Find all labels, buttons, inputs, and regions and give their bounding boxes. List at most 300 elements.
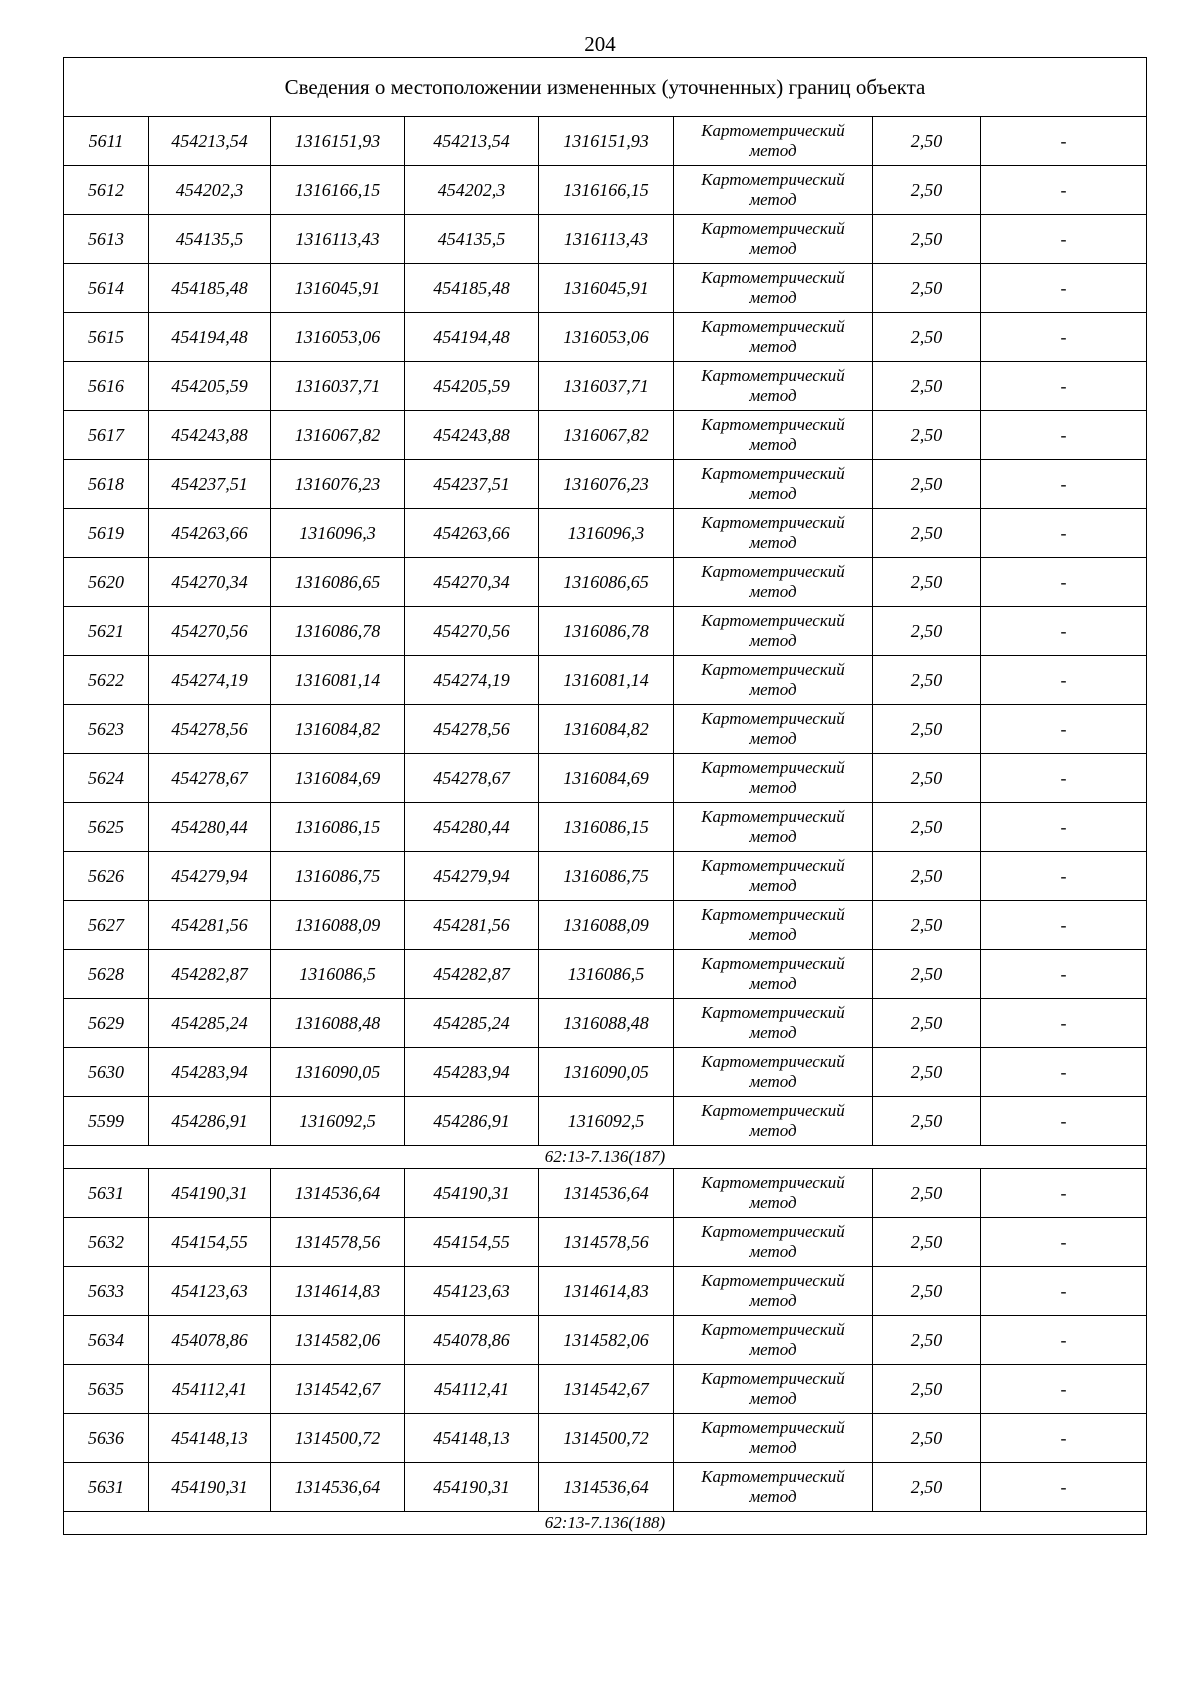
method-line-1: Картометрический xyxy=(701,366,845,385)
y-existing-cell: 1316081,14 xyxy=(271,656,405,705)
y-existing-cell: 1316086,78 xyxy=(271,607,405,656)
x-refined-cell: 454278,67 xyxy=(405,754,539,803)
method-line-2: метод xyxy=(749,729,797,748)
x-refined-cell: 454270,34 xyxy=(405,558,539,607)
table-row xyxy=(64,754,1147,803)
x-existing-cell: 454285,24 xyxy=(149,999,271,1048)
note-cell: - xyxy=(981,656,1147,705)
point-number-cell: 5631 xyxy=(64,1169,149,1218)
y-refined-cell: 1316086,65 xyxy=(539,558,674,607)
point-number-cell: 5614 xyxy=(64,264,149,313)
method-line-2: метод xyxy=(749,1340,797,1359)
y-refined-cell: 1314614,83 xyxy=(539,1267,674,1316)
x-refined-cell: 454194,48 xyxy=(405,313,539,362)
point-number-cell: 5623 xyxy=(64,705,149,754)
method-line-2: метод xyxy=(749,1389,797,1408)
table-row xyxy=(64,852,1147,901)
method-cell xyxy=(674,1218,873,1267)
point-number-cell: 5613 xyxy=(64,215,149,264)
point-number-cell: 5619 xyxy=(64,509,149,558)
method-cell xyxy=(674,1169,873,1218)
table-row xyxy=(64,313,1147,362)
accuracy-cell: 2,50 xyxy=(873,1365,981,1414)
x-refined-cell: 454190,31 xyxy=(405,1463,539,1512)
y-existing-cell: 1316037,71 xyxy=(271,362,405,411)
page-number: 204 xyxy=(584,32,616,56)
point-number-cell: 5616 xyxy=(64,362,149,411)
method-line-2: метод xyxy=(749,1487,797,1506)
y-existing-cell: 1316086,65 xyxy=(271,558,405,607)
method-cell xyxy=(674,460,873,509)
y-refined-cell: 1316166,15 xyxy=(539,166,674,215)
x-existing-cell: 454213,54 xyxy=(149,117,271,166)
table-row xyxy=(64,166,1147,215)
x-refined-cell: 454281,56 xyxy=(405,901,539,950)
y-existing-cell: 1316084,69 xyxy=(271,754,405,803)
point-number-cell: 5635 xyxy=(64,1365,149,1414)
note-cell: - xyxy=(981,460,1147,509)
x-existing-cell: 454286,91 xyxy=(149,1097,271,1146)
method-line-2: метод xyxy=(749,1291,797,1310)
accuracy-cell: 2,50 xyxy=(873,1267,981,1316)
y-existing-cell: 1316053,06 xyxy=(271,313,405,362)
note-cell: - xyxy=(981,1316,1147,1365)
table-row xyxy=(64,999,1147,1048)
method-line-1: Картометрический xyxy=(701,611,845,630)
method-cell xyxy=(674,313,873,362)
table-row xyxy=(64,362,1147,411)
table-row xyxy=(64,705,1147,754)
boundary-table xyxy=(63,57,1147,1535)
point-number-cell: 5624 xyxy=(64,754,149,803)
point-number-cell: 5625 xyxy=(64,803,149,852)
x-existing-cell: 454078,86 xyxy=(149,1316,271,1365)
x-refined-cell: 454123,63 xyxy=(405,1267,539,1316)
method-line-1: Картометрический xyxy=(701,513,845,532)
x-existing-cell: 454270,34 xyxy=(149,558,271,607)
table-row xyxy=(64,215,1147,264)
accuracy-cell: 2,50 xyxy=(873,1097,981,1146)
point-number-cell: 5634 xyxy=(64,1316,149,1365)
method-line-2: метод xyxy=(749,582,797,601)
method-line-2: метод xyxy=(749,337,797,356)
x-refined-cell: 454263,66 xyxy=(405,509,539,558)
x-refined-cell: 454270,56 xyxy=(405,607,539,656)
method-line-1: Картометрический xyxy=(701,170,845,189)
x-existing-cell: 454279,94 xyxy=(149,852,271,901)
accuracy-cell: 2,50 xyxy=(873,1218,981,1267)
x-existing-cell: 454270,56 xyxy=(149,607,271,656)
point-number-cell: 5632 xyxy=(64,1218,149,1267)
method-line-2: метод xyxy=(749,288,797,307)
y-existing-cell: 1316092,5 xyxy=(271,1097,405,1146)
x-refined-cell: 454078,86 xyxy=(405,1316,539,1365)
method-cell xyxy=(674,705,873,754)
y-refined-cell: 1316037,71 xyxy=(539,362,674,411)
method-line-2: метод xyxy=(749,386,797,405)
method-line-2: метод xyxy=(749,1242,797,1261)
point-number-cell: 5633 xyxy=(64,1267,149,1316)
method-line-2: метод xyxy=(749,1438,797,1457)
y-refined-cell: 1316086,15 xyxy=(539,803,674,852)
note-cell: - xyxy=(981,1463,1147,1512)
method-cell xyxy=(674,362,873,411)
method-line-1: Картометрический xyxy=(701,121,845,140)
accuracy-cell: 2,50 xyxy=(873,1048,981,1097)
accuracy-cell: 2,50 xyxy=(873,1463,981,1512)
accuracy-cell: 2,50 xyxy=(873,656,981,705)
method-line-2: метод xyxy=(749,1121,797,1140)
table-row xyxy=(64,607,1147,656)
method-line-2: метод xyxy=(749,239,797,258)
method-line-2: метод xyxy=(749,631,797,650)
y-existing-cell: 1314614,83 xyxy=(271,1267,405,1316)
table-row xyxy=(64,411,1147,460)
accuracy-cell: 2,50 xyxy=(873,313,981,362)
x-refined-cell: 454190,31 xyxy=(405,1169,539,1218)
x-existing-cell: 454281,56 xyxy=(149,901,271,950)
accuracy-cell: 2,50 xyxy=(873,1169,981,1218)
y-existing-cell: 1316086,75 xyxy=(271,852,405,901)
method-cell xyxy=(674,852,873,901)
point-number-cell: 5612 xyxy=(64,166,149,215)
point-number-cell: 5615 xyxy=(64,313,149,362)
section-label: 62:13-7.136(188) xyxy=(64,1512,1147,1535)
method-line-1: Картометрический xyxy=(701,1467,845,1486)
method-cell xyxy=(674,1048,873,1097)
point-number-cell: 5626 xyxy=(64,852,149,901)
table-row xyxy=(64,1414,1147,1463)
y-existing-cell: 1316086,15 xyxy=(271,803,405,852)
method-line-1: Картометрический xyxy=(701,954,845,973)
method-cell xyxy=(674,1097,873,1146)
method-line-1: Картометрический xyxy=(701,758,845,777)
method-cell xyxy=(674,607,873,656)
method-cell xyxy=(674,1267,873,1316)
y-existing-cell: 1316090,05 xyxy=(271,1048,405,1097)
note-cell: - xyxy=(981,1218,1147,1267)
method-line-2: метод xyxy=(749,680,797,699)
table-row xyxy=(64,950,1147,999)
x-refined-cell: 454185,48 xyxy=(405,264,539,313)
accuracy-cell: 2,50 xyxy=(873,166,981,215)
note-cell: - xyxy=(981,1414,1147,1463)
x-refined-cell: 454205,59 xyxy=(405,362,539,411)
method-line-1: Картометрический xyxy=(701,660,845,679)
method-cell xyxy=(674,1365,873,1414)
y-refined-cell: 1316086,78 xyxy=(539,607,674,656)
y-refined-cell: 1316084,82 xyxy=(539,705,674,754)
table-row xyxy=(64,1463,1147,1512)
accuracy-cell: 2,50 xyxy=(873,117,981,166)
x-refined-cell: 454213,54 xyxy=(405,117,539,166)
y-refined-cell: 1316084,69 xyxy=(539,754,674,803)
point-number-cell: 5621 xyxy=(64,607,149,656)
method-cell xyxy=(674,117,873,166)
y-existing-cell: 1314542,67 xyxy=(271,1365,405,1414)
note-cell: - xyxy=(981,313,1147,362)
note-cell: - xyxy=(981,509,1147,558)
method-line-1: Картометрический xyxy=(701,1222,845,1241)
method-cell xyxy=(674,1316,873,1365)
x-refined-cell: 454154,55 xyxy=(405,1218,539,1267)
method-cell xyxy=(674,1463,873,1512)
x-refined-cell: 454112,41 xyxy=(405,1365,539,1414)
table-row xyxy=(64,1267,1147,1316)
accuracy-cell: 2,50 xyxy=(873,901,981,950)
note-cell: - xyxy=(981,705,1147,754)
method-line-1: Картометрический xyxy=(701,415,845,434)
y-refined-cell: 1316086,5 xyxy=(539,950,674,999)
x-existing-cell: 454243,88 xyxy=(149,411,271,460)
y-refined-cell: 1314542,67 xyxy=(539,1365,674,1414)
method-line-2: метод xyxy=(749,1193,797,1212)
method-line-1: Картометрический xyxy=(701,856,845,875)
x-existing-cell: 454274,19 xyxy=(149,656,271,705)
method-line-1: Картометрический xyxy=(701,1418,845,1437)
method-line-2: метод xyxy=(749,533,797,552)
method-line-2: метод xyxy=(749,141,797,160)
accuracy-cell: 2,50 xyxy=(873,411,981,460)
note-cell: - xyxy=(981,607,1147,656)
table-title: Сведения о местоположении измененных (уточненных) границ объекта xyxy=(64,58,1147,117)
table-row xyxy=(64,460,1147,509)
y-refined-cell: 1316096,3 xyxy=(539,509,674,558)
table-row xyxy=(64,901,1147,950)
x-refined-cell: 454135,5 xyxy=(405,215,539,264)
y-existing-cell: 1314500,72 xyxy=(271,1414,405,1463)
method-line-1: Картометрический xyxy=(701,1052,845,1071)
y-refined-cell: 1314536,64 xyxy=(539,1463,674,1512)
y-existing-cell: 1316086,5 xyxy=(271,950,405,999)
y-refined-cell: 1316081,14 xyxy=(539,656,674,705)
accuracy-cell: 2,50 xyxy=(873,705,981,754)
point-number-cell: 5627 xyxy=(64,901,149,950)
method-line-2: метод xyxy=(749,876,797,895)
table-row xyxy=(64,509,1147,558)
x-existing-cell: 454148,13 xyxy=(149,1414,271,1463)
y-refined-cell: 1316092,5 xyxy=(539,1097,674,1146)
method-cell xyxy=(674,999,873,1048)
method-cell xyxy=(674,803,873,852)
method-cell xyxy=(674,215,873,264)
y-existing-cell: 1316096,3 xyxy=(271,509,405,558)
x-refined-cell: 454282,87 xyxy=(405,950,539,999)
method-line-1: Картометрический xyxy=(701,464,845,483)
accuracy-cell: 2,50 xyxy=(873,1316,981,1365)
x-existing-cell: 454135,5 xyxy=(149,215,271,264)
table-row xyxy=(64,1097,1147,1146)
table-row xyxy=(64,656,1147,705)
point-number-cell: 5630 xyxy=(64,1048,149,1097)
x-refined-cell: 454274,19 xyxy=(405,656,539,705)
method-line-1: Картометрический xyxy=(701,905,845,924)
accuracy-cell: 2,50 xyxy=(873,362,981,411)
table-row xyxy=(64,558,1147,607)
y-existing-cell: 1314582,06 xyxy=(271,1316,405,1365)
note-cell: - xyxy=(981,1267,1147,1316)
point-number-cell: 5617 xyxy=(64,411,149,460)
y-existing-cell: 1316088,48 xyxy=(271,999,405,1048)
x-existing-cell: 454185,48 xyxy=(149,264,271,313)
method-line-2: метод xyxy=(749,827,797,846)
note-cell: - xyxy=(981,901,1147,950)
x-refined-cell: 454237,51 xyxy=(405,460,539,509)
method-line-1: Картометрический xyxy=(701,1320,845,1339)
x-existing-cell: 454237,51 xyxy=(149,460,271,509)
method-line-1: Картометрический xyxy=(701,268,845,287)
table-row xyxy=(64,264,1147,313)
x-existing-cell: 454154,55 xyxy=(149,1218,271,1267)
x-existing-cell: 454280,44 xyxy=(149,803,271,852)
table-row xyxy=(64,1048,1147,1097)
method-cell xyxy=(674,166,873,215)
x-existing-cell: 454278,67 xyxy=(149,754,271,803)
note-cell: - xyxy=(981,362,1147,411)
y-refined-cell: 1316067,82 xyxy=(539,411,674,460)
x-existing-cell: 454283,94 xyxy=(149,1048,271,1097)
x-refined-cell: 454202,3 xyxy=(405,166,539,215)
method-cell xyxy=(674,509,873,558)
table-row xyxy=(64,803,1147,852)
x-existing-cell: 454278,56 xyxy=(149,705,271,754)
method-cell xyxy=(674,656,873,705)
note-cell: - xyxy=(981,1169,1147,1218)
method-cell xyxy=(674,264,873,313)
x-existing-cell: 454282,87 xyxy=(149,950,271,999)
method-cell xyxy=(674,950,873,999)
method-line-1: Картометрический xyxy=(701,219,845,238)
y-refined-cell: 1316076,23 xyxy=(539,460,674,509)
accuracy-cell: 2,50 xyxy=(873,264,981,313)
note-cell: - xyxy=(981,999,1147,1048)
note-cell: - xyxy=(981,558,1147,607)
y-refined-cell: 1316090,05 xyxy=(539,1048,674,1097)
method-line-2: метод xyxy=(749,484,797,503)
table-row xyxy=(64,1316,1147,1365)
y-refined-cell: 1316053,06 xyxy=(539,313,674,362)
y-existing-cell: 1316166,15 xyxy=(271,166,405,215)
method-cell xyxy=(674,558,873,607)
accuracy-cell: 2,50 xyxy=(873,607,981,656)
x-existing-cell: 454205,59 xyxy=(149,362,271,411)
table-row xyxy=(64,1365,1147,1414)
note-cell: - xyxy=(981,411,1147,460)
y-existing-cell: 1316151,93 xyxy=(271,117,405,166)
method-line-2: метод xyxy=(749,435,797,454)
x-refined-cell: 454279,94 xyxy=(405,852,539,901)
point-number-cell: 5622 xyxy=(64,656,149,705)
y-refined-cell: 1316088,09 xyxy=(539,901,674,950)
y-refined-cell: 1314500,72 xyxy=(539,1414,674,1463)
x-refined-cell: 454148,13 xyxy=(405,1414,539,1463)
y-existing-cell: 1314536,64 xyxy=(271,1463,405,1512)
point-number-cell: 5620 xyxy=(64,558,149,607)
note-cell: - xyxy=(981,215,1147,264)
x-existing-cell: 454263,66 xyxy=(149,509,271,558)
accuracy-cell: 2,50 xyxy=(873,215,981,264)
note-cell: - xyxy=(981,803,1147,852)
method-cell xyxy=(674,1414,873,1463)
note-cell: - xyxy=(981,754,1147,803)
point-number-cell: 5628 xyxy=(64,950,149,999)
method-line-1: Картометрический xyxy=(701,317,845,336)
y-refined-cell: 1314536,64 xyxy=(539,1169,674,1218)
method-line-2: метод xyxy=(749,974,797,993)
y-existing-cell: 1314578,56 xyxy=(271,1218,405,1267)
method-line-1: Картометрический xyxy=(701,562,845,581)
table-row xyxy=(64,117,1147,166)
table-body xyxy=(64,58,1147,1535)
y-refined-cell: 1316086,75 xyxy=(539,852,674,901)
accuracy-cell: 2,50 xyxy=(873,999,981,1048)
y-refined-cell: 1316088,48 xyxy=(539,999,674,1048)
table-row xyxy=(64,1169,1147,1218)
section-label-row xyxy=(64,1146,1147,1169)
accuracy-cell: 2,50 xyxy=(873,852,981,901)
note-cell: - xyxy=(981,852,1147,901)
x-refined-cell: 454285,24 xyxy=(405,999,539,1048)
y-refined-cell: 1316113,43 xyxy=(539,215,674,264)
method-cell xyxy=(674,754,873,803)
accuracy-cell: 2,50 xyxy=(873,950,981,999)
table-row xyxy=(64,1218,1147,1267)
table-title-row xyxy=(64,58,1147,117)
note-cell: - xyxy=(981,264,1147,313)
x-refined-cell: 454278,56 xyxy=(405,705,539,754)
method-line-1: Картометрический xyxy=(701,709,845,728)
method-line-2: метод xyxy=(749,1023,797,1042)
x-refined-cell: 454243,88 xyxy=(405,411,539,460)
accuracy-cell: 2,50 xyxy=(873,460,981,509)
y-existing-cell: 1316088,09 xyxy=(271,901,405,950)
point-number-cell: 5636 xyxy=(64,1414,149,1463)
note-cell: - xyxy=(981,1365,1147,1414)
accuracy-cell: 2,50 xyxy=(873,803,981,852)
method-line-2: метод xyxy=(749,190,797,209)
y-existing-cell: 1316076,23 xyxy=(271,460,405,509)
point-number-cell: 5631 xyxy=(64,1463,149,1512)
section-label-row xyxy=(64,1512,1147,1535)
accuracy-cell: 2,50 xyxy=(873,509,981,558)
section-label: 62:13-7.136(187) xyxy=(64,1146,1147,1169)
method-line-1: Картометрический xyxy=(701,1369,845,1388)
x-refined-cell: 454286,91 xyxy=(405,1097,539,1146)
x-existing-cell: 454190,31 xyxy=(149,1463,271,1512)
method-line-2: метод xyxy=(749,778,797,797)
y-existing-cell: 1316084,82 xyxy=(271,705,405,754)
method-line-2: метод xyxy=(749,925,797,944)
x-existing-cell: 454112,41 xyxy=(149,1365,271,1414)
accuracy-cell: 2,50 xyxy=(873,558,981,607)
note-cell: - xyxy=(981,166,1147,215)
method-line-1: Картометрический xyxy=(701,807,845,826)
y-existing-cell: 1314536,64 xyxy=(271,1169,405,1218)
method-line-1: Картометрический xyxy=(701,1271,845,1290)
method-line-1: Картометрический xyxy=(701,1101,845,1120)
method-cell xyxy=(674,901,873,950)
y-refined-cell: 1314578,56 xyxy=(539,1218,674,1267)
note-cell: - xyxy=(981,950,1147,999)
y-refined-cell: 1316151,93 xyxy=(539,117,674,166)
point-number-cell: 5611 xyxy=(64,117,149,166)
y-refined-cell: 1314582,06 xyxy=(539,1316,674,1365)
x-existing-cell: 454123,63 xyxy=(149,1267,271,1316)
y-existing-cell: 1316113,43 xyxy=(271,215,405,264)
method-line-2: метод xyxy=(749,1072,797,1091)
point-number-cell: 5618 xyxy=(64,460,149,509)
x-refined-cell: 454283,94 xyxy=(405,1048,539,1097)
